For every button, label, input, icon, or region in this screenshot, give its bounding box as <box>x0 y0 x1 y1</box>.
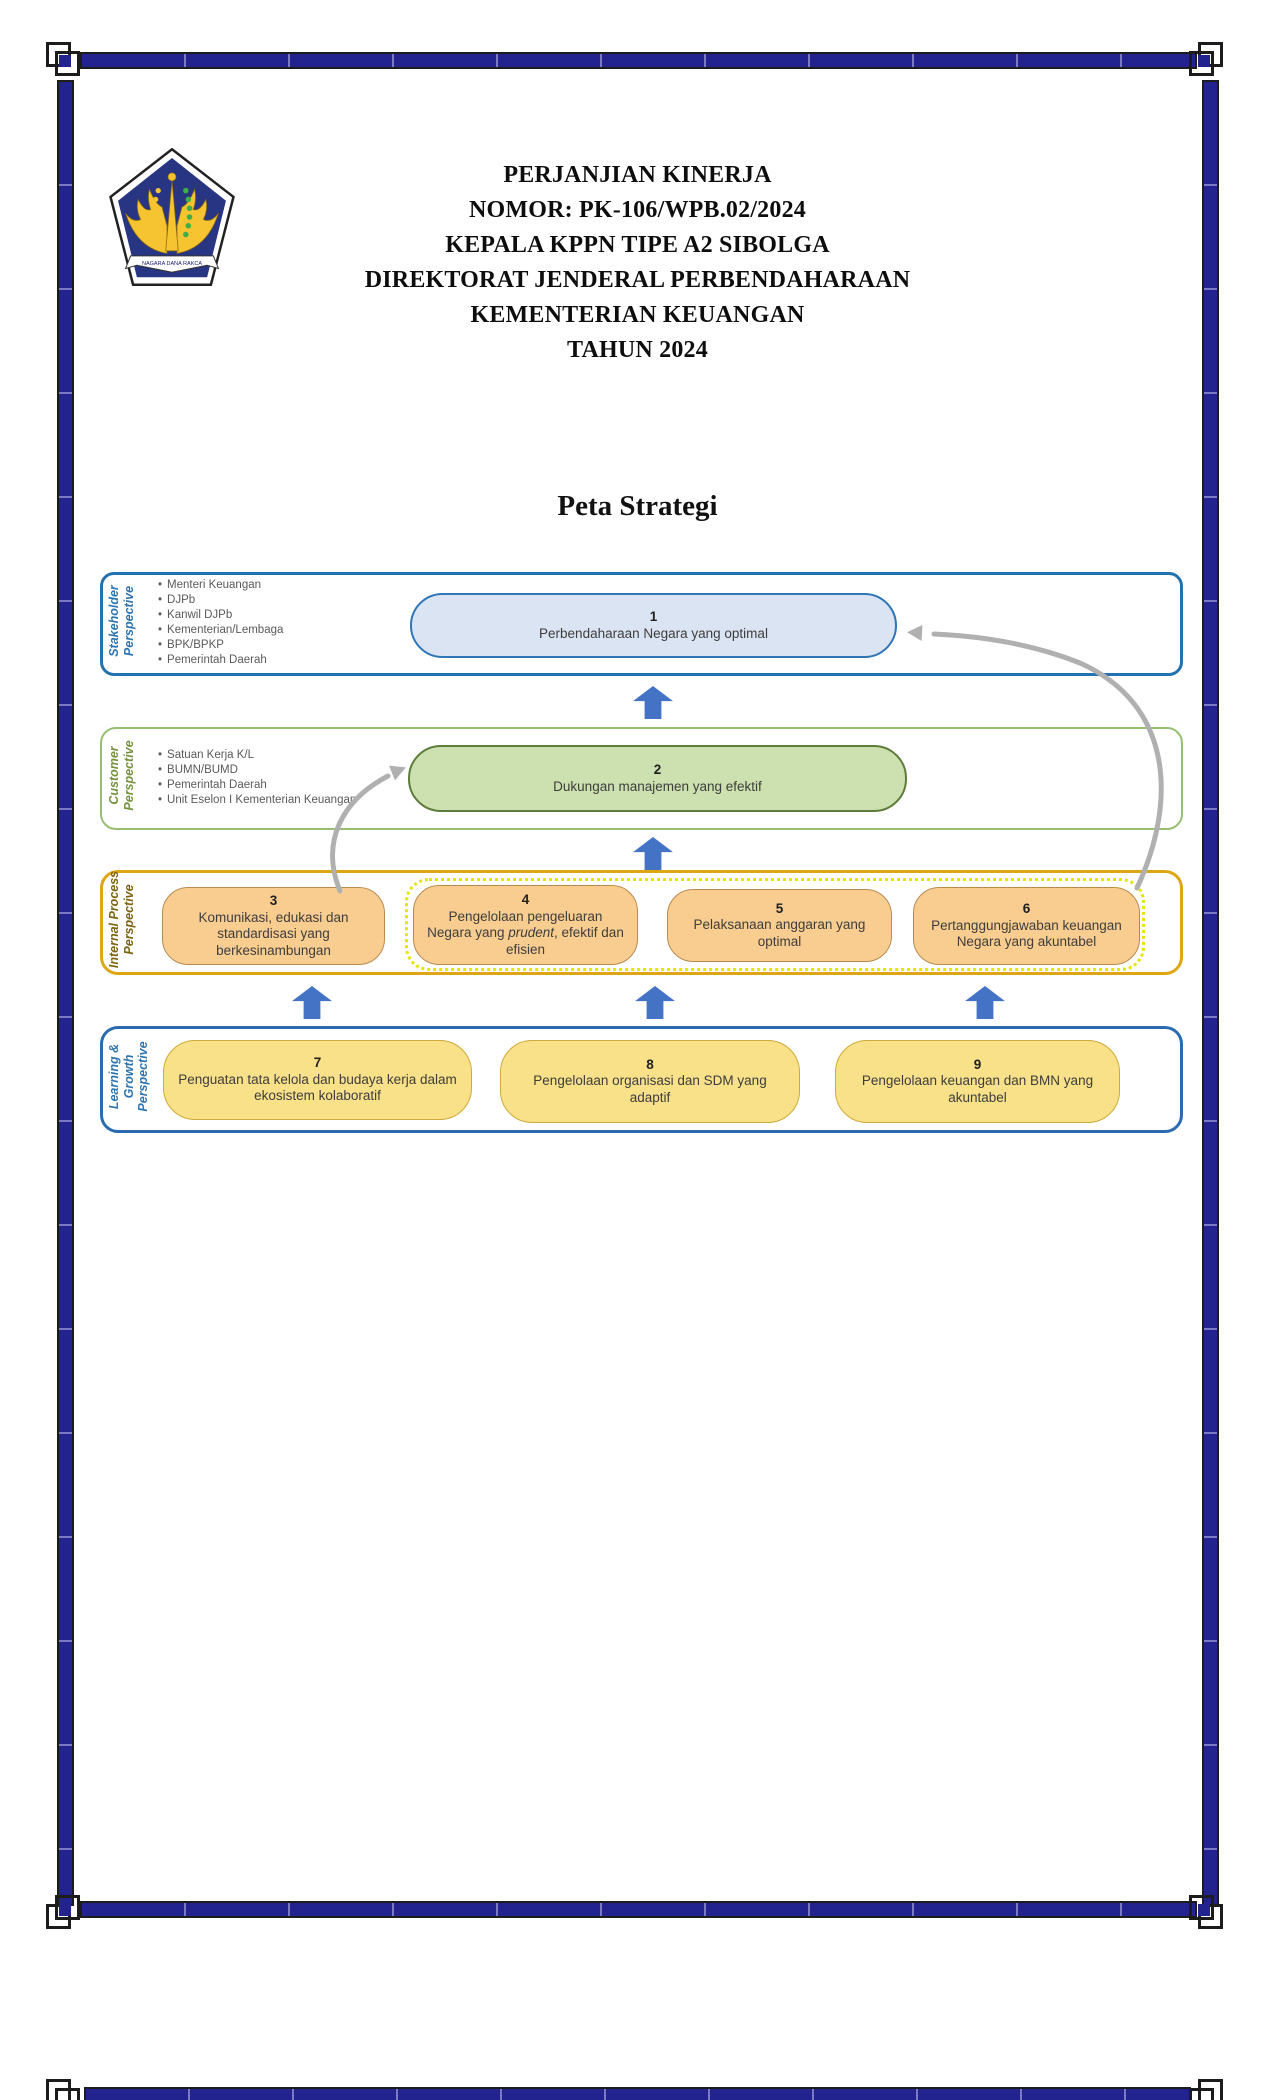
next-page-corner-left <box>46 2079 82 2100</box>
list-item: • Pemerintah Daerah <box>158 778 356 793</box>
next-page-corner-right <box>1187 2079 1223 2100</box>
list-item: • Pemerintah Daerah <box>158 653 283 668</box>
strategy-box-6: 6 Pertanggungjawaban keuangan Negara yang akuntabel <box>913 887 1140 965</box>
page-border-corner-top-right <box>1187 42 1223 78</box>
up-arrow-customer-to-stakeholder <box>633 686 673 719</box>
title-line-2: NOMOR: PK-106/WPB.02/2024 <box>469 197 806 223</box>
list-item: • Unit Eselon I Kementerian Keuangan <box>158 793 356 808</box>
page-border-corner-bottom-right <box>1187 1893 1223 1929</box>
next-page-border-top <box>84 2087 1191 2100</box>
strategy-box-2: 2 Dukungan manajemen yang efektif <box>408 745 907 812</box>
list-item: • BPK/BPKP <box>158 638 283 653</box>
strategy-box-9: 9 Pengelolaan keuangan dan BMN yang akuntabel <box>835 1040 1120 1123</box>
list-item: • Kementerian/Lembaga <box>158 623 283 638</box>
page-border-corner-bottom-left <box>46 1893 82 1929</box>
list-item: • BUMN/BUMD <box>158 763 356 778</box>
list-item: • Satuan Kerja K/L <box>158 748 356 763</box>
strategy-box-8: 8 Pengelolaan organisasi dan SDM yang adaptif <box>500 1040 800 1123</box>
strategy-box-1: 1 Perbendaharaan Negara yang optimal <box>410 593 897 658</box>
strategy-box-5: 5 Pelaksanaan anggaran yang optimal <box>667 889 892 962</box>
label-internal-process-perspective: Internal Process Perspective <box>107 870 136 969</box>
list-item: • Menteri Keuangan <box>158 578 283 593</box>
up-arrow-learning-to-internal-right <box>965 986 1005 1019</box>
logo-motto: NAGARA DANA RAKCA <box>141 261 203 268</box>
page-border-bottom <box>80 1901 1197 1918</box>
document-title-block <box>0 158 1275 368</box>
strategy-box-3: 3 Komunikasi, edukasi dan standardisasi yang berkesinambungan <box>162 887 385 965</box>
list-item: • DJPb <box>158 593 283 608</box>
title-line-5: KEMENTERIAN KEUANGAN <box>470 302 805 328</box>
up-arrow-internal-to-customer <box>633 837 673 870</box>
stakeholder-list <box>158 578 283 668</box>
title-line-3: KEPALA KPPN TIPE A2 SIBOLGA <box>445 232 830 258</box>
customer-list <box>158 748 356 808</box>
strategy-box-4: 4 Pengelolaan pengeluaran Negara yang prudent, efektif dan efisien <box>413 885 638 965</box>
section-title: Peta Strategi <box>557 490 718 522</box>
up-arrow-learning-to-internal-middle <box>635 986 675 1019</box>
strategy-box-7: 7 Penguatan tata kelola dan budaya kerja dalam ekosistem kolaboratif <box>163 1040 472 1120</box>
title-line-4: DIREKTORAT JENDERAL PERBENDAHARAAN <box>364 267 911 293</box>
up-arrow-learning-to-internal-left <box>292 986 332 1019</box>
label-learning-growth-perspective: Learning & Growth Perspective <box>107 1041 150 1112</box>
list-item: • Kanwil DJPb <box>158 608 283 623</box>
label-customer-perspective: Customer Perspective <box>107 740 136 811</box>
title-line-6: TAHUN 2024 <box>567 337 708 363</box>
title-line-1: PERJANJIAN KINERJA <box>503 162 772 188</box>
label-stakeholder-perspective: Stakeholder Perspective <box>107 585 136 657</box>
page-border-top <box>80 52 1197 69</box>
page-border-corner-top-left <box>46 42 82 78</box>
